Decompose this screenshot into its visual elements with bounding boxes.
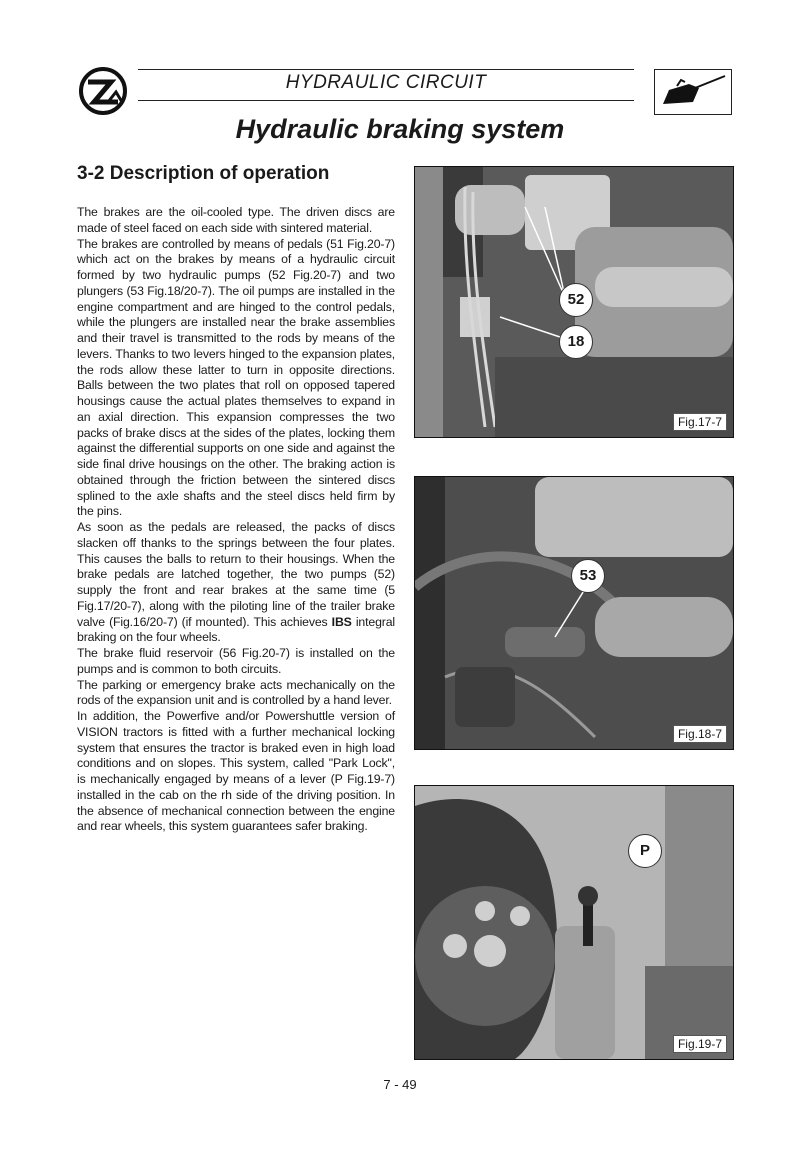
paragraph: The brakes are the oil-cooled type. The driven discs are made of steel faced on each side with sintered material. [77, 205, 395, 235]
callout-53: 53 [571, 559, 605, 593]
callout-18: 18 [559, 325, 593, 359]
section-title: HYDRAULIC CIRCUIT [285, 72, 487, 93]
paragraph [77, 520, 395, 646]
paragraph: The parking or emergency brake acts mechanically on the rods of the expansion unit and is controlled by a hand lever. [77, 677, 395, 708]
figure-caption: Fig.18-7 [673, 725, 727, 743]
header-rule-bottom [138, 100, 634, 101]
paragraph-text: integral braking on the four wheels. [77, 614, 395, 645]
section-subheading: 3-2 Description of operation [77, 163, 330, 184]
callout-p: P [628, 834, 662, 868]
callout-52: 52 [559, 283, 593, 317]
cab-park-lock-photo [415, 786, 733, 1059]
figure-17-7 [414, 166, 734, 438]
oil-can-icon [654, 69, 732, 115]
page-title: Hydraulic braking system [235, 114, 565, 144]
figure-caption: Fig.17-7 [673, 413, 727, 431]
paragraph: The brakes are controlled by means of pedals (51 Fig.20-7) which act on the brakes by means of a hydraulic circuit formed by two hydraulic pumps (52 Fig.20-7) and two plungers (53 Fig.18/20-7). The oil pumps are installed in the engine compartment and are hinged to the control pedals, while the plungers are installed near the brake assemblies and their travel is transmitted to the rods by means of the levers. Thanks to two levers hinged to the expansion plates, the rods allow these latter to turn in opposite directions. Balls between the two plates that roll on opposed tapered housings cause the actual plates themselves to expand in an axial direction. This expansion compresses the two packs of brake discs at the sides of the plates, locking them against the differential supports on one side and against the side final drive housings on the other. The braking action is obtained through the friction between the sintered discs splined to the axle shafts and the steel discs held firm by the pins. [77, 236, 395, 519]
figure-18-7 [414, 476, 734, 750]
paragraph-text: As soon as the pedals are released, the packs of discs slacken off thanks to the springs between the four plates. This causes the balls to return to their housings. When the brake pedals are latched together, the two pumps (52) supply the front and rear brakes at the same time (5 Fig.17/20-7), along with the piloting line of the trailer brake valve (Fig.16/20-7) (if mounted). This achieves [77, 520, 395, 629]
figure-caption: Fig.19-7 [673, 1035, 727, 1053]
header-rule-top [138, 69, 634, 70]
ibs-emphasis: IBS [331, 614, 352, 629]
brand-logo-icon [78, 66, 128, 116]
brake-plunger-photo [415, 477, 733, 749]
description-text [77, 205, 395, 835]
page-number: 7 - 49 [383, 1077, 417, 1092]
figure-19-7 [414, 785, 734, 1060]
paragraph: The brake fluid reservoir (56 Fig.20-7) is installed on the pumps and is common to both circuits. [77, 646, 395, 676]
paragraph: In addition, the Powerfive and/or Powershuttle version of VISION tractors is fitted with a further mechanical locking system that ensures the tractor is braked even in high load conditions and on slopes. This system, called "Park Lock", is mechanically engaged by means of a lever (P Fig.19-7) installed in the cab on the rh side of the driving position. In the absence of mechanical connection between the engine and rear wheels, this system guarantees safer braking. [77, 709, 395, 834]
